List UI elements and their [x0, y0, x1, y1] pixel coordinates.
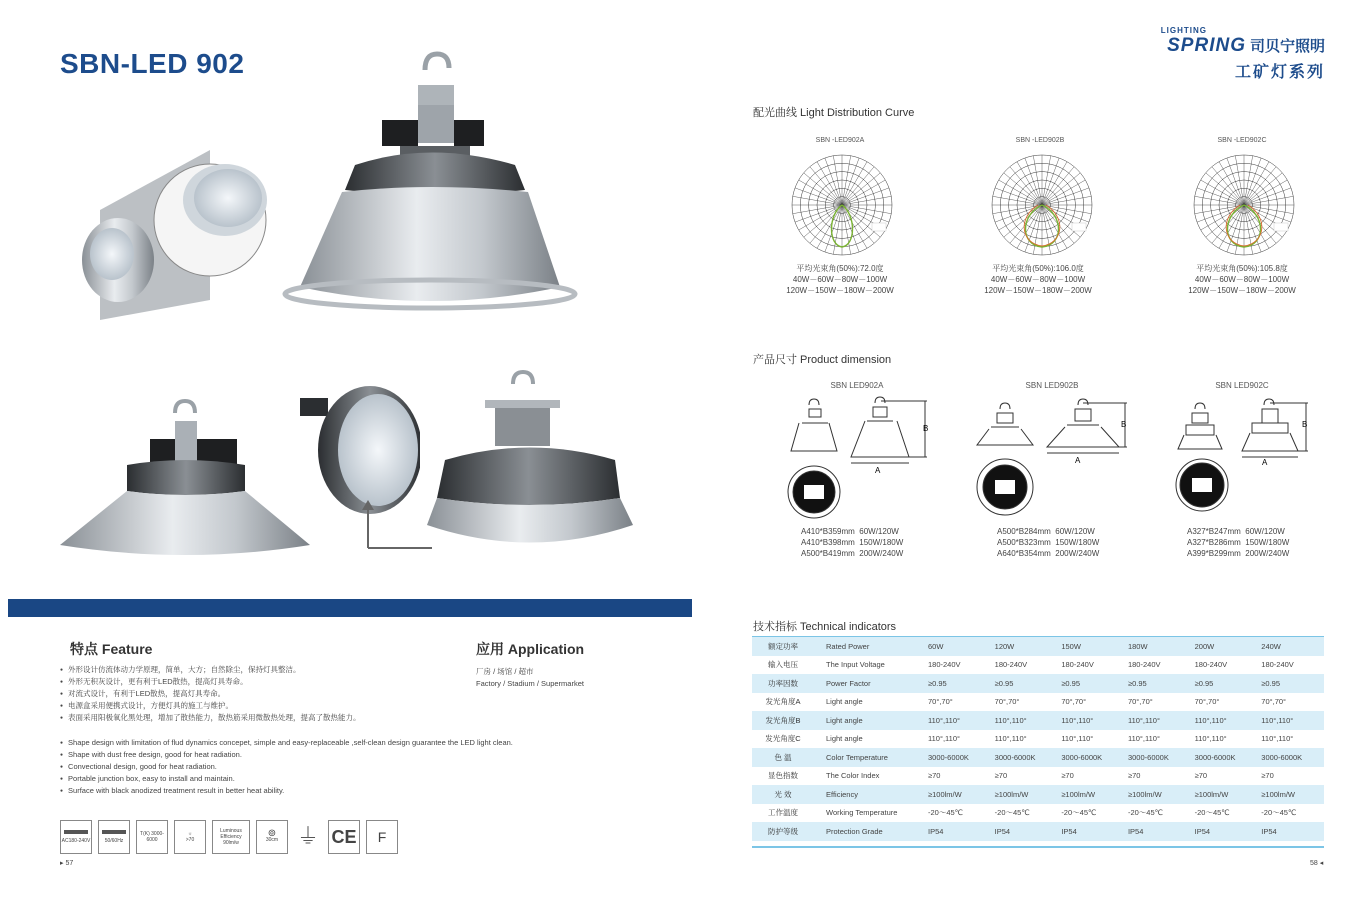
- ra-icon: ☼ >70: [174, 820, 206, 854]
- curve-section-title: 配光曲线 Light Distribution Curve: [753, 107, 915, 119]
- svg-text:B: B: [1302, 420, 1308, 429]
- table-cell: 240W: [1257, 637, 1324, 656]
- table-cell: 180-240V: [1194, 660, 1228, 670]
- features-cn-list: [60, 664, 460, 724]
- row-label-cn: 防护等级: [752, 822, 814, 841]
- application-title: 应用 Application: [476, 641, 585, 657]
- table-row: [752, 656, 1324, 675]
- table-cell: -20～45℃: [928, 808, 964, 818]
- table-cell: IP54: [991, 822, 1058, 841]
- svg-text:A: A: [1075, 456, 1081, 465]
- lamp-side-image: [55, 395, 315, 560]
- ce-mark-icon: CE: [328, 820, 360, 854]
- main-lamp-image: [280, 50, 580, 325]
- table-cell: 3000-6000K: [924, 748, 991, 767]
- table-cell: ≥70: [994, 771, 1008, 781]
- table-row: [752, 785, 1324, 804]
- table-cell: 3000-6000K: [1257, 748, 1324, 767]
- list-item: ● 表面采用阳极氧化黑处理，增加了散热能力，散热筋采用微散热处理，提高了散热能力。: [60, 712, 460, 724]
- table-cell: 110°,110°: [1257, 711, 1324, 730]
- row-label-cn: 工作温度: [768, 808, 798, 818]
- svg-text:B: B: [923, 424, 929, 433]
- table-cell: 110°,110°: [991, 711, 1058, 730]
- lamp-back-image: [425, 370, 635, 560]
- table-cell: 70°,70°: [1127, 697, 1153, 707]
- table-row: [752, 693, 1324, 712]
- table-cell: 110°,110°: [928, 734, 960, 744]
- dimension-specs: A410*B359mm 60W/120W A410*B398mm 150W/180W A500*B419mm 200W/240W: [801, 527, 904, 558]
- svg-text:B: B: [1121, 420, 1127, 429]
- table-cell: ≥0.95: [1124, 674, 1191, 693]
- dimension-drawing: [1172, 395, 1322, 520]
- row-label-en: Light angle: [826, 697, 863, 707]
- chart-legend: [1274, 223, 1288, 231]
- distance-icon: ⊚ 30cm: [256, 820, 288, 854]
- table-cell: 180-240V: [1261, 660, 1294, 670]
- row-label-en: Rated Power: [814, 637, 924, 656]
- list-item: ● Portable junction box, easy to install and maintain.: [60, 773, 620, 785]
- table-cell: 70°,70°: [928, 697, 953, 707]
- certification-icons: [60, 820, 398, 854]
- list-item: ● 外形设计仿流体动力学原理，简单，大方；自然除尘，保持灯具整洁。: [60, 664, 460, 676]
- table-cell: 110°,110°: [994, 734, 1027, 744]
- table-cell: 110°,110°: [1261, 734, 1294, 744]
- list-item: ● Shape with dust free design, good for heat radiation.: [60, 749, 620, 761]
- table-cell: -20～45℃: [1061, 808, 1097, 818]
- table-cell: 110°,110°: [1191, 711, 1258, 730]
- table-cell: ≥100lm/W: [1257, 785, 1324, 804]
- table-cell: 60W: [924, 637, 991, 656]
- section-divider-band: [8, 599, 692, 617]
- row-label-cn: 光 效: [752, 785, 814, 804]
- table-cell: 180-240V: [1127, 660, 1161, 670]
- table-cell: ≥70: [1194, 771, 1208, 781]
- row-label-cn: 额定功率: [752, 637, 814, 656]
- features-en-list: [60, 737, 620, 797]
- table-cell: ≥70: [1061, 771, 1074, 781]
- chart-legend: [872, 223, 886, 231]
- table-cell: 110°,110°: [1057, 711, 1124, 730]
- table-row: [752, 767, 1324, 786]
- table-cell: 200W: [1191, 637, 1258, 656]
- color-temp-icon: T(K) 3000-6000: [136, 820, 168, 854]
- polar-chart: [987, 150, 1097, 260]
- row-label-cn: 功率因数: [752, 674, 814, 693]
- connector-arrow: [360, 498, 435, 550]
- table-cell: ≥100lm/W: [1057, 785, 1124, 804]
- application-en: Factory / Stadium / Supermarket: [476, 679, 584, 688]
- dimension-drawing: [787, 395, 937, 520]
- chart-legend: [1072, 223, 1086, 231]
- table-cell: -20～45℃: [1194, 808, 1230, 818]
- table-row: [752, 711, 1324, 730]
- row-label-en: The Input Voltage: [826, 660, 885, 670]
- table-cell: 3000-6000K: [991, 748, 1058, 767]
- tech-spec-table: [752, 637, 1324, 841]
- dimension-model: SBN LED902B: [1025, 381, 1079, 390]
- curve-caption: 平均光束角(50%):105.8度 40W－60W－80W－100W 120W－150W－180W－200W: [1188, 264, 1296, 295]
- voltage-icon: AC180-240V: [60, 820, 92, 854]
- list-item: ● Shape design with limitation of flud dynamics concepet, simple and easy-replaceable ,self-clean design guarantee the LED light clean.: [60, 737, 620, 749]
- list-item: ● Convectional design, good for heat radiation.: [60, 761, 620, 773]
- dimension-specs: A327*B247mm 60W/120W A327*B286mm 150W/180W A399*B299mm 200W/240W: [1187, 527, 1290, 558]
- product-title: SBN-LED 902: [60, 48, 245, 79]
- table-cell: 180W: [1124, 637, 1191, 656]
- curve-caption: 平均光束角(50%):106.0度 40W－60W－80W－100W 120W－150W－180W－200W: [984, 264, 1092, 295]
- row-label-cn: 显色指数: [768, 771, 798, 781]
- list-item: ● 外形无积灰设计，更有利于LED散热，提高灯具寿命。: [60, 676, 460, 688]
- f-mark-icon: F: [366, 820, 398, 854]
- table-cell: ≥100lm/W: [1124, 785, 1191, 804]
- list-item: ● 对流式设计，有利于LED散热，提高灯具寿命。: [60, 688, 460, 700]
- table-cell: 110°,110°: [924, 711, 991, 730]
- lamp-inset-image: [60, 150, 270, 320]
- table-row: [752, 748, 1324, 767]
- table-row: [752, 730, 1324, 749]
- table-cell: IP54: [1057, 822, 1124, 841]
- table-cell: -20～45℃: [1261, 808, 1297, 818]
- table-cell: 110°,110°: [1194, 734, 1227, 744]
- table-cell: ≥70: [1127, 771, 1141, 781]
- table-row: [752, 804, 1324, 823]
- table-cell: -20～45℃: [1127, 808, 1164, 818]
- table-cell: ≥100lm/W: [924, 785, 991, 804]
- table-cell: ≥100lm/W: [991, 785, 1058, 804]
- dimension-specs: A500*B284mm 60W/120W A500*B323mm 150W/180W A640*B354mm 200W/240W: [997, 527, 1100, 558]
- series-title: 工矿灯系列: [1234, 64, 1325, 81]
- table-row: [752, 822, 1324, 841]
- row-label-cn: 发光角度C: [765, 734, 801, 744]
- table-cell: IP54: [1191, 822, 1258, 841]
- row-label-en: Protection Grade: [814, 822, 924, 841]
- row-label-cn: 输入电压: [768, 660, 798, 670]
- row-label-en: Power Factor: [814, 674, 924, 693]
- svg-text:A: A: [1262, 458, 1268, 467]
- table-cell: 70°,70°: [1194, 697, 1220, 707]
- table-cell: ≥0.95: [1057, 674, 1124, 693]
- dimension-section-title: 产品尺寸 Product dimension: [753, 354, 892, 366]
- table-cell: IP54: [1124, 822, 1191, 841]
- ground-icon: ⏚: [296, 824, 319, 849]
- table-row: [752, 674, 1324, 693]
- table-cell: ≥70: [1261, 771, 1274, 781]
- table-cell: ≥0.95: [1257, 674, 1324, 693]
- brand-name: SPRING: [1167, 35, 1246, 56]
- row-label-en: Light angle: [814, 711, 924, 730]
- table-cell: ≥0.95: [991, 674, 1058, 693]
- polar-chart: [787, 150, 897, 260]
- table-cell: ≥70: [928, 771, 941, 781]
- curve-name: SBN -LED902A: [815, 137, 865, 144]
- tech-section-title: 技术指标 Technical indicators: [753, 621, 897, 633]
- dimension-model: SBN LED902C: [1215, 381, 1269, 390]
- row-label-cn: 色 温: [752, 748, 814, 767]
- application-cn: 厂房 / 场馆 / 超市: [476, 667, 534, 676]
- feature-title: 特点 Feature: [70, 641, 153, 657]
- table-cell: ≥0.95: [924, 674, 991, 693]
- table-cell: 70°,70°: [1261, 697, 1287, 707]
- row-label-en: Efficiency: [814, 785, 924, 804]
- page-number-left: ▸ 57: [60, 860, 74, 867]
- table-cell: 180-240V: [928, 660, 961, 670]
- luminous-efficiency-icon: Luminous Efficiency 90lm/w: [212, 820, 250, 854]
- table-cell: 180-240V: [1061, 660, 1094, 670]
- table-cell: 3000-6000K: [1124, 748, 1191, 767]
- table-cell: ≥100lm/W: [1191, 785, 1258, 804]
- row-label-en: Working Temperature: [826, 808, 898, 818]
- polar-chart: [1189, 150, 1299, 260]
- frequency-icon: 50/60Hz: [98, 820, 130, 854]
- table-cell: -20～45℃: [994, 808, 1030, 818]
- dimension-drawing: [975, 395, 1135, 520]
- table-cell: 110°,110°: [1127, 734, 1160, 744]
- table-cell: ≥0.95: [1191, 674, 1258, 693]
- curve-caption: 平均光束角(50%):72.0度 40W－60W－80W－100W 120W－150W－180W－200W: [786, 264, 894, 295]
- brand-cn: 司贝宁照明: [1249, 38, 1325, 55]
- table-cell: 110°,110°: [1124, 711, 1191, 730]
- row-label-cn: 发光角度B: [752, 711, 814, 730]
- table-cell: 70°,70°: [994, 697, 1020, 707]
- table-cell: 3000-6000K: [1057, 748, 1124, 767]
- row-label-cn: 发光角度A: [765, 697, 801, 707]
- table-cell: 3000-6000K: [1191, 748, 1258, 767]
- row-label-en: The Color Index: [826, 771, 880, 781]
- list-item: ● Surface with black anodized treatment result in better heat ability.: [60, 785, 620, 797]
- table-bottom-bar: [752, 846, 1324, 848]
- table-cell: 120W: [991, 637, 1058, 656]
- svg-text:A: A: [875, 466, 881, 475]
- row-label-en: Color Temperature: [814, 748, 924, 767]
- table-cell: 180-240V: [994, 660, 1028, 670]
- page-number-right: 58 ◂: [1310, 860, 1324, 867]
- table-cell: IP54: [1257, 822, 1324, 841]
- curve-name: SBN -LED902C: [1217, 137, 1267, 144]
- list-item: ● 电源盒采用便携式设计，方便灯具的施工与维护。: [60, 700, 460, 712]
- lamp-lens-image: [300, 380, 420, 515]
- row-label-en: Light angle: [826, 734, 863, 744]
- curve-name: SBN -LED902B: [1015, 137, 1065, 144]
- table-cell: 150W: [1057, 637, 1124, 656]
- table-cell: IP54: [924, 822, 991, 841]
- brand-logo: LIGHTING SPRING 司贝宁照明 工矿灯系列: [1160, 26, 1325, 81]
- table-row: [752, 637, 1324, 656]
- table-cell: 70°,70°: [1061, 697, 1087, 707]
- table-cell: 110°,110°: [1061, 734, 1094, 744]
- dimension-model: SBN LED902A: [830, 381, 884, 390]
